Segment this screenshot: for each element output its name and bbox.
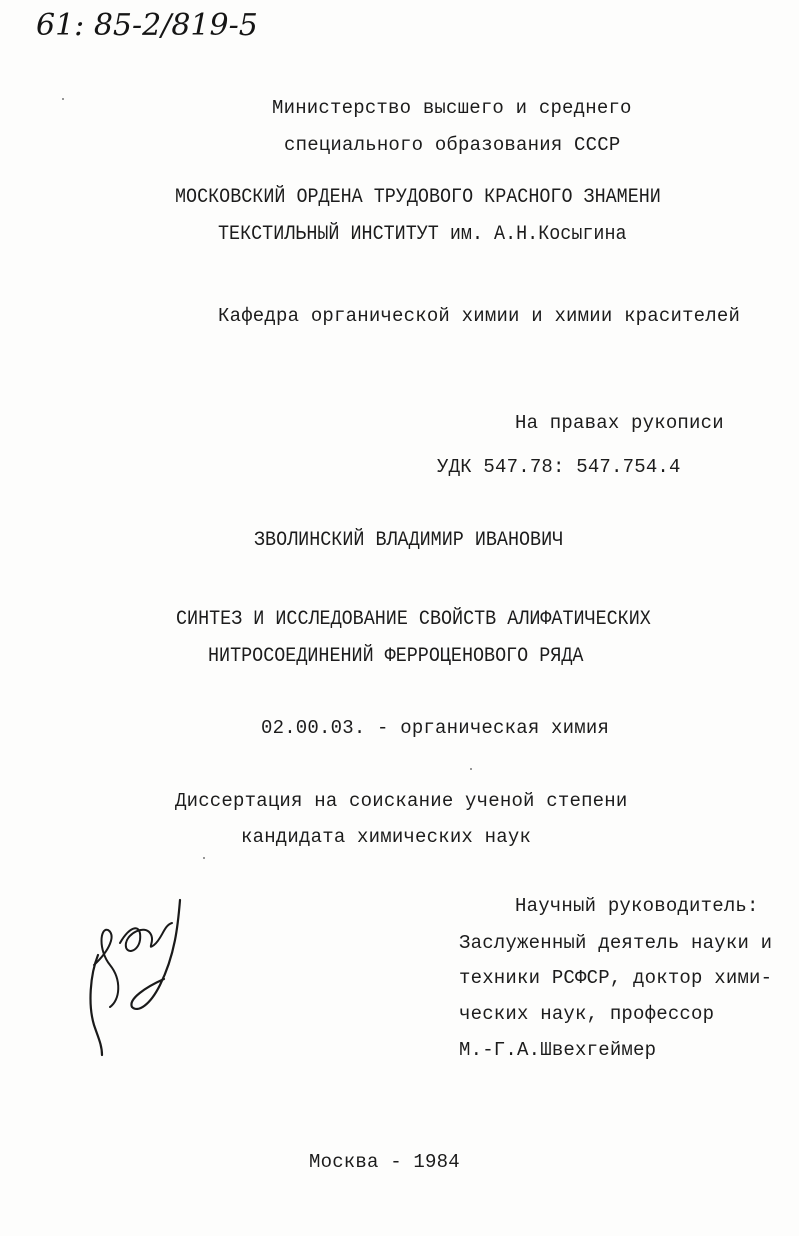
manuscript-rights: На правах рукописи [515,412,724,434]
institute-line-2: ТЕКСТИЛЬНЫЙ ИНСТИТУТ им. А.Н.Косыгина [218,223,627,246]
supervisor-name: М.-Г.А.Швехгеймер [459,1039,657,1061]
ministry-line-1: Министерство высшего и среднего [272,97,632,119]
thesis-title-line-1: СИНТЕЗ И ИССЛЕДОВАНИЕ СВОЙСТВ АЛИФАТИЧЕСКИХ [176,608,651,631]
thesis-title-line-2: НИТРОСОЕДИНЕНИЙ ФЕРРОЦЕНОВОГО РЯДА [208,645,584,668]
supervisor-line-2: техники РСФСР, доктор хими- [459,967,773,989]
specialty-code: 02.00.03. - органическая химия [261,717,610,739]
paper-speck [470,768,472,770]
author-name: ЗВОЛИНСКИЙ ВЛАДИМИР ИВАНОВИЧ [254,529,564,552]
degree-line-2: кандидата химических наук [241,826,532,848]
supervisor-label: Научный руководитель: [515,895,759,917]
paper-speck [203,857,205,859]
institute-line-1: МОСКОВСКИЙ ОРДЕНА ТРУДОВОГО КРАСНОГО ЗНАМЕНИ [175,186,661,209]
handwritten-signature [80,895,200,1060]
city-year: Москва - 1984 [309,1151,460,1173]
supervisor-line-3: ческих наук, профессор [459,1003,715,1025]
degree-line-1: Диссертация на соискание ученой степени [175,790,628,812]
paper-speck [62,98,64,100]
supervisor-line-1: Заслуженный деятель науки и [459,932,773,954]
ministry-line-2: специального образования СССР [284,134,621,156]
department: Кафедра органической химии и химии красителей [218,305,741,327]
archive-handwritten-note: 61: 85-2/819-5 [36,8,258,43]
udc-code: УДК 547.78: 547.754.4 [437,456,681,478]
